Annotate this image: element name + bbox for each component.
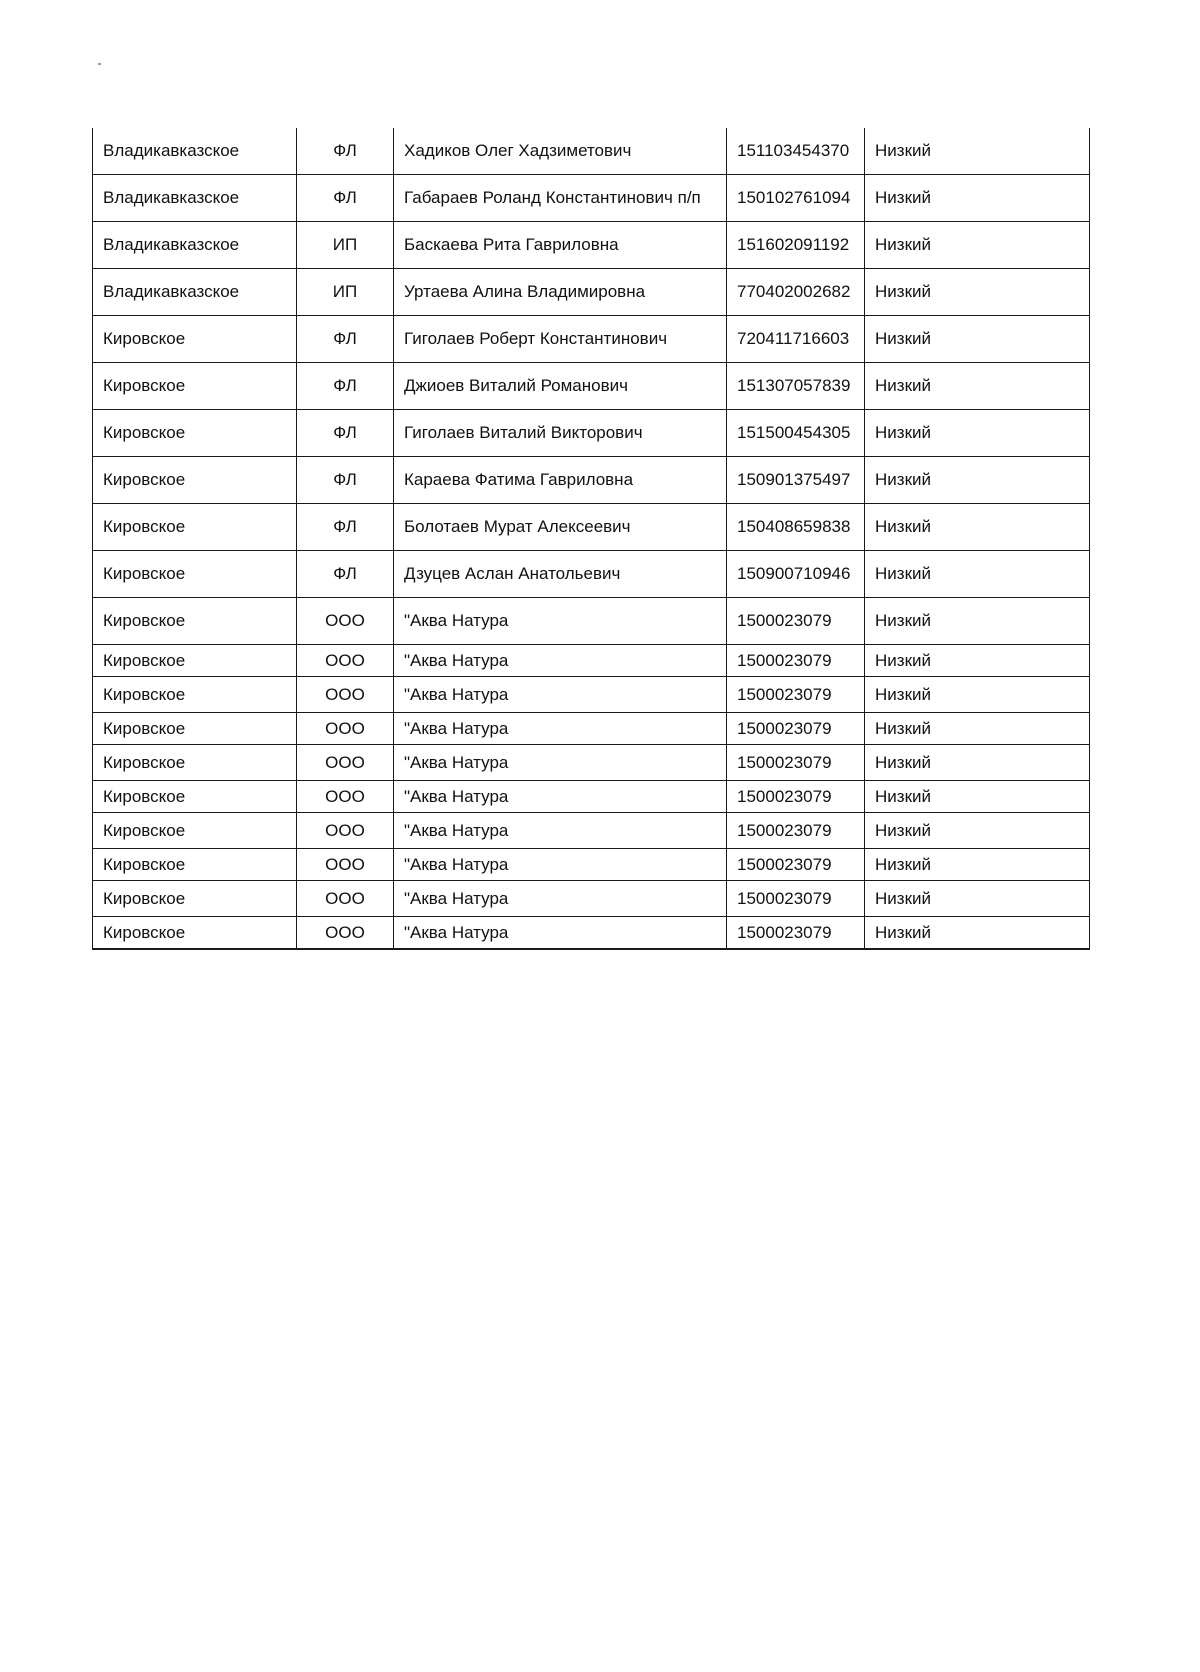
name-cell: Джиоев Виталий Романович: [394, 363, 727, 410]
risk-level-cell: Низкий: [865, 598, 1090, 645]
inn-cell: 1500023079: [727, 598, 865, 645]
risk-level-cell: Низкий: [865, 849, 1090, 881]
table-row: [93, 881, 1090, 917]
table-row: [93, 316, 1090, 363]
name-cell: Гиголаев Роберт Константинович: [394, 316, 727, 363]
district-cell: Кировское: [93, 551, 297, 598]
entity-type-cell: ФЛ: [297, 410, 394, 457]
district-cell: Кировское: [93, 504, 297, 551]
entity-type-cell: ООО: [297, 645, 394, 677]
table-row: [93, 598, 1090, 645]
risk-level-cell: Низкий: [865, 881, 1090, 917]
register-table-body: [93, 128, 1090, 949]
district-cell: Кировское: [93, 457, 297, 504]
table-row: [93, 645, 1090, 677]
risk-level-cell: Низкий: [865, 316, 1090, 363]
risk-level-cell: Низкий: [865, 269, 1090, 316]
entity-type-cell: ООО: [297, 813, 394, 849]
district-cell: Кировское: [93, 645, 297, 677]
name-cell: Габараев Роланд Константинович п/п: [394, 175, 727, 222]
inn-cell: 1500023079: [727, 645, 865, 677]
table-row: [93, 363, 1090, 410]
district-cell: Владикавказское: [93, 269, 297, 316]
name-cell: "Аква Натура: [394, 677, 727, 713]
entity-type-cell: ФЛ: [297, 316, 394, 363]
entity-type-cell: ООО: [297, 849, 394, 881]
table-row: [93, 128, 1090, 175]
scan-speck: [98, 63, 101, 65]
inn-cell: 150102761094: [727, 175, 865, 222]
table-row: [93, 504, 1090, 551]
entity-type-cell: ООО: [297, 598, 394, 645]
inn-cell: 1500023079: [727, 781, 865, 813]
district-cell: Кировское: [93, 813, 297, 849]
table-row: [93, 222, 1090, 269]
district-cell: Кировское: [93, 713, 297, 745]
risk-level-cell: Низкий: [865, 551, 1090, 598]
risk-level-cell: Низкий: [865, 175, 1090, 222]
entity-type-cell: ООО: [297, 917, 394, 950]
name-cell: Гиголаев Виталий Викторович: [394, 410, 727, 457]
name-cell: Хадиков Олег Хадзиметович: [394, 128, 727, 175]
inn-cell: 720411716603: [727, 316, 865, 363]
table-row: [93, 917, 1090, 950]
table-row: [93, 677, 1090, 713]
table-row: [93, 410, 1090, 457]
inn-cell: 1500023079: [727, 881, 865, 917]
entity-type-cell: ФЛ: [297, 504, 394, 551]
table-row: [93, 175, 1090, 222]
name-cell: "Аква Натура: [394, 917, 727, 950]
table-row: [93, 813, 1090, 849]
district-cell: Владикавказское: [93, 128, 297, 175]
risk-level-cell: Низкий: [865, 457, 1090, 504]
risk-level-cell: Низкий: [865, 222, 1090, 269]
name-cell: "Аква Натура: [394, 713, 727, 745]
entity-type-cell: ФЛ: [297, 363, 394, 410]
inn-cell: 770402002682: [727, 269, 865, 316]
entity-type-cell: ФЛ: [297, 175, 394, 222]
name-cell: "Аква Натура: [394, 813, 727, 849]
district-cell: Кировское: [93, 781, 297, 813]
risk-level-cell: Низкий: [865, 781, 1090, 813]
district-cell: Кировское: [93, 316, 297, 363]
name-cell: Баскаева Рита Гавриловна: [394, 222, 727, 269]
register-table: [92, 128, 1090, 950]
inn-cell: 1500023079: [727, 745, 865, 781]
name-cell: "Аква Натура: [394, 598, 727, 645]
risk-level-cell: Низкий: [865, 645, 1090, 677]
district-cell: Кировское: [93, 598, 297, 645]
inn-cell: 150408659838: [727, 504, 865, 551]
entity-type-cell: ООО: [297, 677, 394, 713]
name-cell: "Аква Натура: [394, 881, 727, 917]
inn-cell: 1500023079: [727, 713, 865, 745]
district-cell: Владикавказское: [93, 175, 297, 222]
table-row: [93, 551, 1090, 598]
entity-type-cell: ФЛ: [297, 551, 394, 598]
entity-type-cell: ООО: [297, 781, 394, 813]
inn-cell: 150901375497: [727, 457, 865, 504]
name-cell: "Аква Натура: [394, 781, 727, 813]
district-cell: Кировское: [93, 363, 297, 410]
risk-level-cell: Низкий: [865, 713, 1090, 745]
table-row: [93, 849, 1090, 881]
district-cell: Кировское: [93, 917, 297, 950]
entity-type-cell: ООО: [297, 881, 394, 917]
name-cell: Болотаев Мурат Алексеевич: [394, 504, 727, 551]
inn-cell: 1500023079: [727, 849, 865, 881]
risk-level-cell: Низкий: [865, 128, 1090, 175]
name-cell: "Аква Натура: [394, 849, 727, 881]
table-row: [93, 781, 1090, 813]
inn-cell: 151500454305: [727, 410, 865, 457]
district-cell: Кировское: [93, 677, 297, 713]
risk-level-cell: Низкий: [865, 813, 1090, 849]
entity-type-cell: ИП: [297, 269, 394, 316]
table-row: [93, 457, 1090, 504]
entity-type-cell: ООО: [297, 713, 394, 745]
inn-cell: 1500023079: [727, 917, 865, 950]
risk-level-cell: Низкий: [865, 504, 1090, 551]
risk-level-cell: Низкий: [865, 917, 1090, 950]
table-row: [93, 269, 1090, 316]
risk-level-cell: Низкий: [865, 410, 1090, 457]
name-cell: "Аква Натура: [394, 645, 727, 677]
district-cell: Владикавказское: [93, 222, 297, 269]
entity-type-cell: ФЛ: [297, 128, 394, 175]
inn-cell: 151307057839: [727, 363, 865, 410]
inn-cell: 150900710946: [727, 551, 865, 598]
risk-level-cell: Низкий: [865, 745, 1090, 781]
inn-cell: 1500023079: [727, 813, 865, 849]
table-row: [93, 713, 1090, 745]
risk-level-cell: Низкий: [865, 363, 1090, 410]
district-cell: Кировское: [93, 881, 297, 917]
name-cell: Уртаева Алина Владимировна: [394, 269, 727, 316]
entity-type-cell: ООО: [297, 745, 394, 781]
name-cell: Караева Фатима Гавриловна: [394, 457, 727, 504]
district-cell: Кировское: [93, 849, 297, 881]
name-cell: "Аква Натура: [394, 745, 727, 781]
entity-type-cell: ФЛ: [297, 457, 394, 504]
table-row: [93, 745, 1090, 781]
inn-cell: 151602091192: [727, 222, 865, 269]
entity-type-cell: ИП: [297, 222, 394, 269]
inn-cell: 1500023079: [727, 677, 865, 713]
inn-cell: 151103454370: [727, 128, 865, 175]
risk-level-cell: Низкий: [865, 677, 1090, 713]
name-cell: Дзуцев Аслан Анатольевич: [394, 551, 727, 598]
district-cell: Кировское: [93, 410, 297, 457]
district-cell: Кировское: [93, 745, 297, 781]
